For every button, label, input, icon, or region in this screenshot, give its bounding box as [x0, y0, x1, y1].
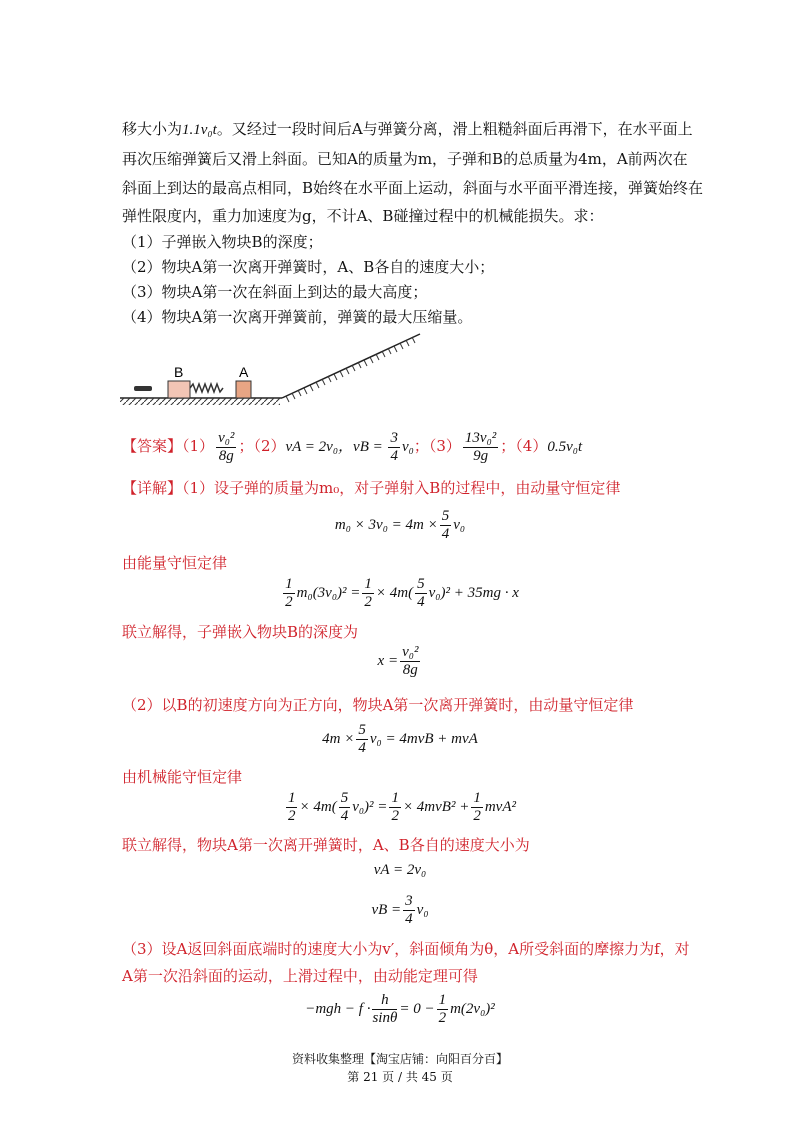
- text: m₀(3v₀)² =: [296, 584, 361, 601]
- detail-line-8: A第一次沿斜面的运动，上滑过程中，由动能定理可得: [122, 967, 478, 985]
- fraction: [372, 992, 397, 1027]
- den: 4: [390, 447, 398, 464]
- text: v₀: [416, 901, 429, 918]
- den: 4: [405, 911, 413, 927]
- num: 5: [358, 722, 366, 738]
- spring: [190, 384, 223, 392]
- label-b: B: [174, 364, 184, 380]
- num: 1: [364, 576, 372, 592]
- label-a: A: [239, 364, 249, 380]
- text: v₀: [453, 516, 466, 533]
- den: 2: [473, 808, 481, 824]
- den: 9g: [473, 447, 489, 464]
- num: 13v₀²: [464, 429, 497, 446]
- num: 3: [390, 429, 398, 446]
- text: mvA²: [484, 798, 516, 815]
- den: 4: [417, 594, 425, 610]
- problem-line-3: 斜面上到达的最高点相同，B始终在水平面上运动，斜面与水平面平滑连接，弹簧始终在: [122, 179, 704, 197]
- text: 。又经过一段时间后A与弹簧分离，滑上粗糙斜面后再滑下，在水平面上: [216, 120, 693, 138]
- text: × 4mvB² +: [402, 798, 470, 815]
- incline-hatch: [286, 337, 415, 402]
- answer-2b-frac: [388, 430, 400, 465]
- num: 5: [340, 790, 349, 806]
- text: ；（2）: [238, 437, 286, 455]
- fraction: [440, 508, 452, 543]
- equation-3: [0, 644, 800, 679]
- num: 3: [405, 893, 413, 909]
- den: 8g: [218, 447, 234, 464]
- text: ；（3）: [413, 437, 461, 455]
- detail-line-5: 由机械能守恒定律: [122, 768, 243, 786]
- text: m(2v₀)²: [450, 1000, 495, 1017]
- num: 1: [285, 576, 293, 592]
- problem-line-2: 再次压缩弹簧后又滑上斜面。已知A的质量为m，子弹和B的总质量为4m，A前两次在: [122, 150, 688, 168]
- answer-4: 0.5v₀t: [547, 439, 583, 455]
- text: × 4m(: [299, 798, 337, 815]
- den: 4: [441, 526, 450, 542]
- bullet: [134, 386, 152, 391]
- ground-hatch: [120, 398, 280, 405]
- num: 1: [473, 790, 481, 806]
- problem-line-4: 弹性限度内，重力加速度为g，不计A、B碰撞过程中的机械能损失。求：: [122, 207, 604, 225]
- num: v₀²: [218, 429, 235, 446]
- text: v₀)² + 35mg · x: [428, 584, 519, 601]
- question-4: （4）物块A第一次离开弹簧前，弹簧的最大压缩量。: [122, 308, 473, 326]
- detail-line-4: （2）以B的初速度方向为正方向，物块A第一次离开弹簧时，由动量守恒定律: [122, 696, 634, 714]
- text: ；（4）: [500, 437, 548, 455]
- fraction: [339, 790, 351, 825]
- den: 4: [358, 740, 366, 756]
- text: 移大小为: [122, 120, 183, 138]
- fraction: [286, 790, 298, 825]
- text: vB =: [371, 901, 402, 918]
- num: v₀²: [402, 644, 419, 660]
- den: 2: [287, 808, 296, 824]
- num: h: [372, 992, 397, 1010]
- physics-diagram: [120, 330, 440, 412]
- equation-2: [0, 576, 800, 611]
- text: （1）设子弹的质量为m₀，对子弹射入B的过程中，由动量守恒定律: [182, 479, 621, 497]
- fraction: [389, 790, 401, 825]
- den: 2: [391, 808, 399, 824]
- question-2: （2）物块A第一次离开弹簧时，A、B各自的速度大小；: [122, 258, 495, 276]
- den: 4: [340, 808, 349, 824]
- answer-3: [463, 430, 498, 465]
- num: 5: [417, 576, 425, 592]
- fraction: [400, 644, 420, 679]
- equation-8: [0, 992, 800, 1027]
- equation-7: [0, 893, 800, 928]
- equation-4: [0, 722, 800, 757]
- num: 1: [391, 790, 399, 806]
- detail-line-1: [122, 478, 620, 498]
- num: 1: [287, 790, 296, 806]
- detail-line-3: 联立解得，子弹嵌入物块B的深度为: [122, 623, 359, 641]
- detail-line-6: 联立解得，物块A第一次离开弹簧时，A、B各自的速度大小为: [122, 836, 530, 854]
- fraction: [403, 893, 415, 928]
- answer-2b: ，vB =: [338, 439, 387, 455]
- den: 8g: [402, 662, 418, 678]
- question-3: （3）物块A第一次在斜面上到达的最大高度；: [122, 283, 428, 301]
- answer-tag: 【答案】: [122, 437, 183, 455]
- fraction: [362, 576, 374, 611]
- block-a: [236, 381, 251, 398]
- incline-line: [282, 334, 420, 398]
- equation-6: vA = 2v₀: [373, 862, 427, 878]
- text: 4m ×: [322, 730, 355, 747]
- problem-line-1: [122, 119, 693, 140]
- text: × 4m(: [375, 584, 414, 601]
- fraction: [283, 576, 295, 611]
- text: v₀)² =: [352, 798, 388, 815]
- answer-line: [122, 426, 582, 466]
- detail-line-2: 由能量守恒定律: [122, 554, 228, 572]
- detail-tag: 【详解】: [122, 479, 183, 497]
- fraction: [471, 790, 483, 825]
- text: m₀ × 3v₀ = 4m ×: [334, 516, 438, 533]
- text: v₀ = 4mvB + mvA: [369, 730, 478, 747]
- equation-5: [0, 790, 800, 825]
- num: 5: [441, 508, 450, 524]
- text: −mgh − f ·: [305, 1000, 371, 1017]
- answer-1: [216, 430, 236, 465]
- fraction: [415, 576, 427, 611]
- den: sinθ: [372, 1010, 398, 1026]
- den: 2: [285, 594, 293, 610]
- text: x =: [377, 652, 399, 669]
- page-number: 第 21 页 / 共 45 页: [347, 1070, 453, 1084]
- den: 2: [438, 1010, 447, 1026]
- detail-line-7: （3）设A返回斜面底端时的速度大小为v′，斜面倾角为θ，A所受斜面的摩擦力为f，对: [122, 940, 690, 958]
- question-1: （1）子弹嵌入物块B的深度；: [122, 233, 323, 251]
- fraction: [356, 722, 368, 757]
- text: = 0 −: [399, 1000, 435, 1017]
- block-b: [168, 381, 190, 398]
- num: 1: [438, 992, 447, 1008]
- den: 2: [364, 594, 372, 610]
- answer-2a: vA = 2v₀: [285, 439, 339, 455]
- text: （1）: [182, 437, 215, 455]
- equation-1: [0, 508, 800, 543]
- fraction: [437, 992, 449, 1027]
- text: v₀: [401, 439, 414, 455]
- footer-source: 资料收集整理【淘宝店铺：向阳百分百】: [291, 1052, 508, 1066]
- value: 1.1v₀t: [182, 122, 217, 138]
